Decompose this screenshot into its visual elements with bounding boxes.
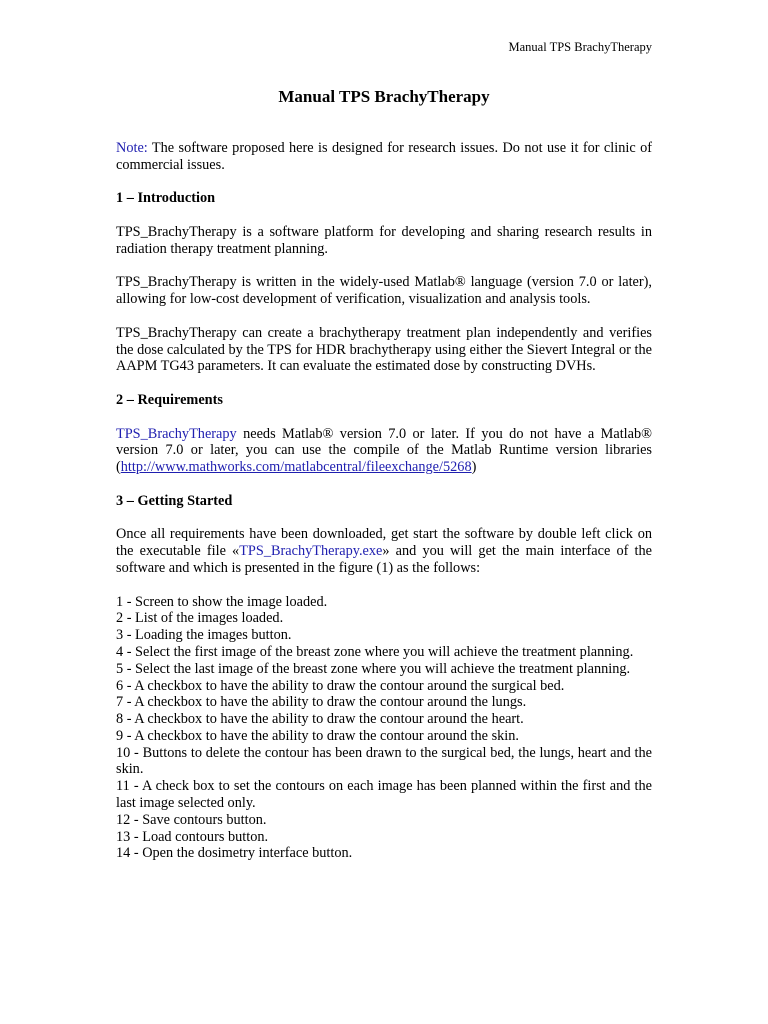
interface-items-list xyxy=(116,594,652,863)
list-item: 14 - Open the dosimetry interface button. xyxy=(116,845,353,862)
getting-started-text: Once all requirements have been downloaded, get start the software by double left click on the executable file « xyxy=(116,526,652,560)
mathworks-link[interactable]: http://www.mathworks.com/matlabcentral/fileexchange/5268 xyxy=(120,459,472,476)
intro-paragraph-3: TPS_BrachyTherapy can create a brachytherapy treatment plan independently and verifies the dose calculated by the TPS for HDR brachytherapy using either the Sievert Integral or the AAPM TG43 parameters. It can evaluate the estimated dose by constructing DVHs. xyxy=(116,324,652,375)
document-title: Manual TPS BrachyTherapy xyxy=(278,87,490,106)
note-label: Note: xyxy=(116,140,148,156)
note-text: The software proposed here is designed for research issues. Do not use it for clinic of commercial issues. xyxy=(116,140,652,173)
section-heading-getting-started: 3 – Getting Started xyxy=(116,492,233,509)
section-heading-requirements: 2 – Requirements xyxy=(116,391,223,408)
product-name: TPS_BrachyTherapy xyxy=(116,425,237,442)
list-item: 6 - A checkbox to have the ability to draw the contour around the surgical bed. xyxy=(116,677,565,694)
list-item: 13 - Load contours button. xyxy=(116,828,269,845)
note-paragraph xyxy=(116,140,652,174)
running-header: Manual TPS BrachyTherapy xyxy=(508,40,652,54)
requirements-text: needs Matlab® version 7.0 or later. If you do not have a Matlab® version 7.0 or later, you can use the compile of the Matlab Runtime version libraries ( xyxy=(116,425,652,476)
intro-paragraph-2: TPS_BrachyTherapy is written in the widely-used Matlab® language (version 7.0 or later), allowing for low-cost development of verification, visualization and analysis tools. xyxy=(116,274,652,308)
requirements-paragraph xyxy=(116,426,652,476)
section-heading-introduction: 1 – Introduction xyxy=(116,190,216,207)
list-item: 4 - Select the first image of the breast zone where you will achieve the treatment planning. xyxy=(116,643,634,660)
list-item: 11 - A check box to set the contours on each image has been planned within the first and the last image selected only. xyxy=(116,778,652,812)
getting-started-text-end: » and you will get the main interface of the software and which is presented in the figure (1) as the follows: xyxy=(116,543,652,576)
list-item: 9 - A checkbox to have the ability to draw the contour around the skin. xyxy=(116,727,519,744)
list-item: 2 - List of the images loaded. xyxy=(116,610,284,627)
list-item: 7 - A checkbox to have the ability to draw the contour around the lungs. xyxy=(116,694,527,711)
getting-started-paragraph xyxy=(116,526,652,576)
list-item: 1 - Screen to show the image loaded. xyxy=(116,593,328,610)
requirements-text-end: ) xyxy=(471,459,477,476)
executable-name: TPS_BrachyTherapy.exe xyxy=(239,543,383,560)
list-item: 12 - Save contours button. xyxy=(116,811,267,828)
document-body xyxy=(116,140,652,862)
list-item: 10 - Buttons to delete the contour has been drawn to the surgical bed, the lungs, heart and the skin. xyxy=(116,744,652,778)
list-item: 3 - Loading the images button. xyxy=(116,627,292,644)
intro-paragraph-1: TPS_BrachyTherapy is a software platform for developing and sharing research results in radiation therapy treatment planning. xyxy=(116,223,652,257)
list-item: 8 - A checkbox to have the ability to draw the contour around the heart. xyxy=(116,711,524,728)
list-item: 5 - Select the last image of the breast zone where you will achieve the treatment planning. xyxy=(116,660,631,677)
